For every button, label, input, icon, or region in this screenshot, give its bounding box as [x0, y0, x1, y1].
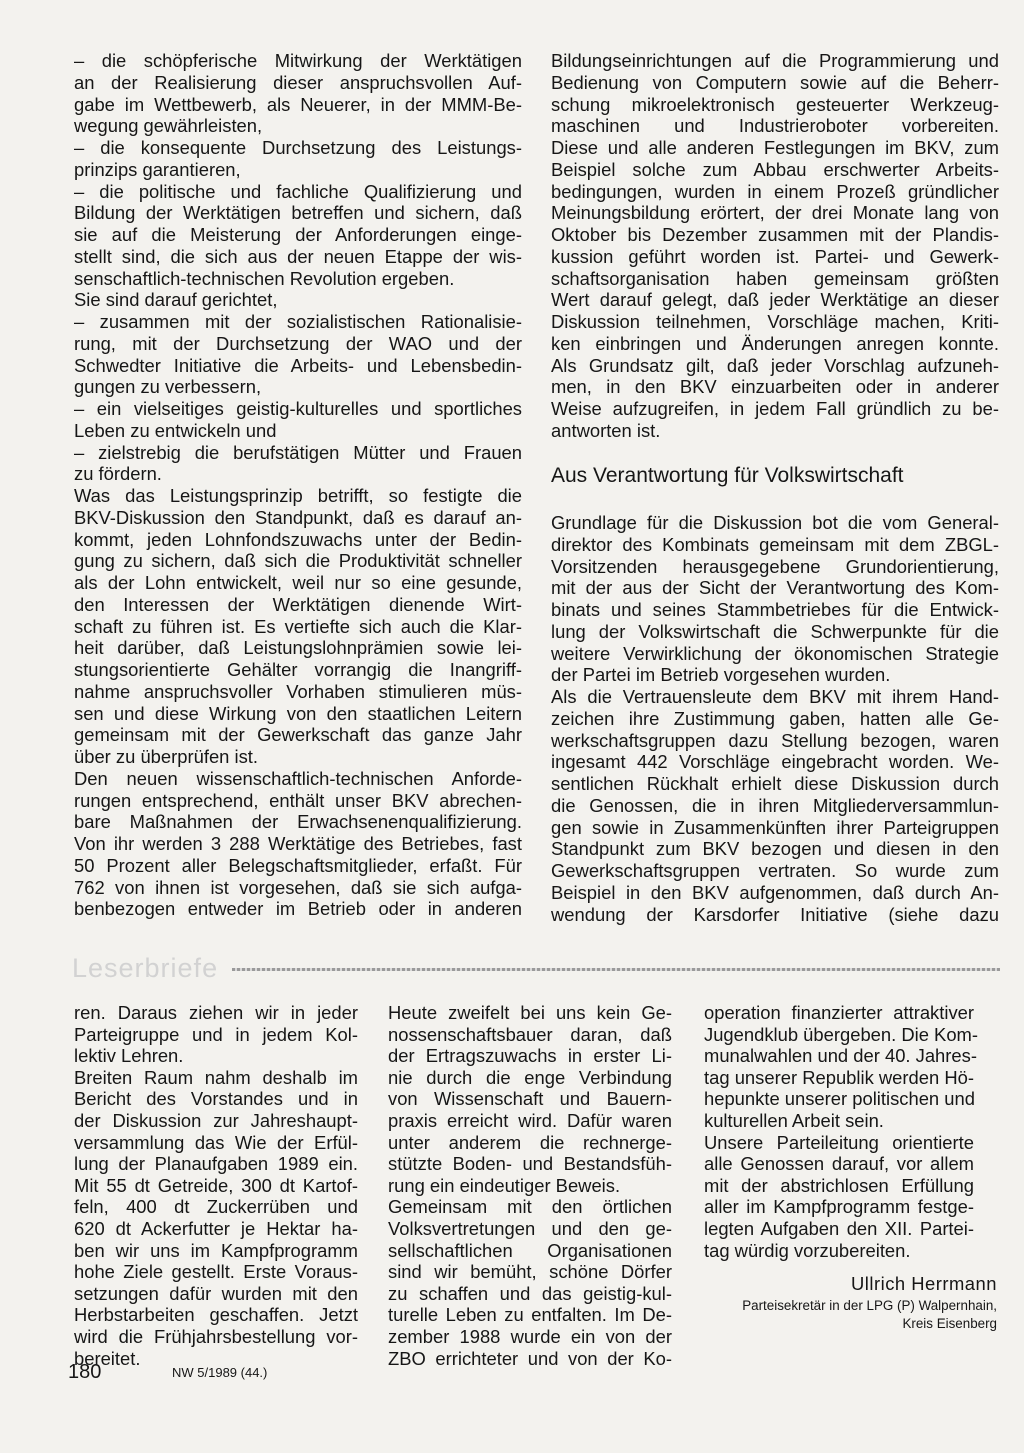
text-line: heit darüber, daß Leistungslohnprämien sowie lei-	[74, 637, 522, 659]
text-line: nie durch die enge Verbindung	[388, 1066, 672, 1088]
text-line: den Interessen der Werktätigen dienende Wirt-	[74, 593, 522, 615]
text-line: direktor des Kombinats gemeinsam mit dem ZBGL-	[551, 533, 999, 555]
text-line: Herbstarbeiten geschaffen. Jetzt	[74, 1304, 358, 1326]
text-line: der Partei im Betrieb vorgesehen wurden.	[551, 664, 891, 686]
text-line: gungen zu verbessern,	[74, 376, 262, 398]
text-line: benbezogen entweder im Betrieb oder in anderen	[74, 898, 522, 920]
text-line: rungen entsprechend, enthält unser BKV abrechen-	[74, 789, 522, 811]
text-line: – die schöpferische Mitwirkung der Werktätigen	[74, 50, 522, 71]
text-line: stellt sind, die sich aus der neuen Etappe der wis-	[74, 245, 522, 267]
text-line: – die konsequente Durchsetzung des Leistungs-	[74, 137, 522, 158]
text-line: 50 Prozent aller Belegschaftsmitglieder, erfaßt. Für	[74, 854, 522, 876]
text-line: nahme anspruchsvoller Vorhaben stimulieren müs-	[74, 680, 522, 702]
text-line: Wert darauf gelegt, daß jeder Werktätige an dieser	[551, 289, 999, 311]
text-line: stützte Boden- und Bestandsfüh-	[388, 1153, 672, 1175]
text-line: bare Maßnahmen der Erwachsenenqualifizierung.	[74, 811, 522, 833]
letter-column-1	[74, 1002, 358, 1369]
text-line: kommt, jeden Lohnfondszuwachs unter der Bedin-	[74, 528, 522, 550]
text-line: Parteigruppe und in jedem Kol-	[74, 1023, 358, 1045]
text-line: antworten ist.	[551, 419, 661, 441]
text-line: Beispiel in den BKV aufgenommen, daß durch An-	[551, 881, 999, 903]
article-column-left	[74, 50, 522, 920]
text-line: Bildung der Werktätigen betreffen und sichern, daß	[74, 202, 522, 224]
text-line: kussion geführt worden ist. Partei- und Gewerk-	[551, 245, 999, 267]
text-line: versammlung das Wie der Erfül-	[74, 1131, 358, 1153]
text-line: alle Genossen darauf, vor allem	[704, 1153, 974, 1175]
text-line: an der Realisierung dieser anspruchsvollen Auf-	[74, 71, 522, 93]
text-line: werkschaftsgruppen dazu Stellung bezogen, waren	[551, 729, 999, 751]
text-line: bedingungen, wurden in einem Prozeß gründlicher	[551, 180, 999, 202]
text-line: bereitet.	[74, 1347, 141, 1369]
text-line: Bedienung von Computern sowie auf die Beherr-	[551, 71, 999, 93]
text-line: lung der Planaufgaben 1989 ein.	[74, 1153, 358, 1175]
text-line: Heute zweifelt bei uns kein Ge-	[388, 1002, 672, 1023]
text-line: Breiten Raum nahm deshalb im	[74, 1066, 358, 1088]
text-line: schaftsorganisation haben gemeinsam größten	[551, 267, 999, 289]
text-line: tag unserer Republik werden Hö-	[704, 1066, 974, 1088]
text-line: Jugendklub übergeben. Die Kom-	[704, 1023, 978, 1045]
text-line: mit der abstrichlosen Erfüllung	[704, 1174, 974, 1196]
text-line: ingesamt 442 Vorschläge eingebracht worden. We-	[551, 751, 999, 773]
text-line: Als die Vertrauensleute dem BKV mit ihrem Hand-	[551, 686, 999, 707]
text-line: Mit 55 dt Getreide, 300 dt Kartof-	[74, 1174, 358, 1196]
text-line: als der Lohn entwickelt, weil nur so eine gesunde,	[74, 572, 522, 593]
text-line: der Ertragszuwachs in erster Li-	[388, 1045, 672, 1067]
text-line: prinzips garantieren,	[74, 158, 241, 180]
text-line: Grundlage für die Diskussion bot die vom General-	[551, 512, 999, 533]
text-line: Diskussion teilnehmen, Vorschläge machen, Kriti-	[551, 311, 999, 332]
section-heading: Aus Verantwortung für Volkswirtschaft	[551, 464, 904, 487]
signature-role	[704, 1297, 997, 1333]
text-line: Weise aufzugreifen, in jedem Fall gründlich zu be-	[551, 398, 999, 419]
letter-column-2	[388, 1002, 672, 1369]
text-line: legten Aufgaben den XII. Partei-	[704, 1217, 974, 1239]
text-line: Als Grundsatz gilt, daß jeder Vorschlag aufzuneh-	[551, 354, 999, 376]
text-line: senschaftlich-technischen Revolution ergeben.	[74, 267, 455, 289]
text-line: Den neuen wissenschaftlich-technischen Anforde-	[74, 767, 522, 789]
text-line: unter anderem die rechnerge-	[388, 1131, 672, 1153]
text-line: zember 1988 wurde ein von der	[388, 1325, 672, 1347]
text-line: rung, mit der Durchsetzung der WAO und der	[74, 332, 522, 354]
text-line: sie auf die Meisterung der Anforderungen einge-	[74, 224, 522, 245]
article-column-right-continued	[551, 512, 999, 925]
text-line: zeichen ihre Zustimmung gaben, hatten alle Ge-	[551, 707, 999, 729]
text-line: sentlichen Rückhalt erhielt diese Diskussion durch	[551, 773, 999, 794]
text-line: Gemeinsam mit den örtlichen	[388, 1196, 672, 1218]
text-line: binats und seines Stammbetriebes für die Entwick-	[551, 599, 999, 620]
text-line: Sie sind darauf gerichtet,	[74, 289, 278, 311]
signature-role-line: Parteisekretär in der LPG (P) Walpernhain,	[742, 1298, 997, 1313]
text-line: schung mikroelektronisch gesteuerter Werkzeug-	[551, 93, 999, 115]
text-line: Unsere Parteileitung orientierte	[704, 1131, 974, 1153]
issue-info: NW 5/1989 (44.)	[172, 1365, 268, 1380]
article-column-right	[551, 50, 999, 442]
text-line: BKV-Diskussion den Standpunkt, daß es darauf an-	[74, 506, 522, 528]
text-line: stungsorientierte Gehälter vorrangig die Inangriff-	[74, 659, 522, 680]
leserbriefe-label: Leserbriefe	[72, 953, 219, 983]
text-line: men, in den BKV einzuarbeiten oder in anderer	[551, 376, 999, 398]
text-line: ben wir uns im Kampfprogramm	[74, 1239, 358, 1261]
text-line: mit der aus der Sicht der Verantwortung des Kom-	[551, 577, 999, 599]
text-line: Volksvertretungen und den ge-	[388, 1217, 672, 1239]
page-number: 180	[68, 1361, 102, 1383]
signature-name: Ullrich Herrmann	[851, 1273, 997, 1294]
text-line: Diese und alle anderen Festlegungen im BKV, zum	[551, 137, 999, 158]
text-line: ken einbringen und Änderungen anregen konnte.	[551, 332, 999, 354]
text-line: wendung der Karsdorfer Initiative (siehe dazu	[551, 903, 999, 925]
text-line: sen und diese Wirkung von den staatlichen Leitern	[74, 702, 522, 724]
text-line: – zielstrebig die berufstätigen Mütter und Frauen	[74, 441, 522, 463]
text-line: Was das Leistungsprinzip betrifft, so festigte die	[74, 485, 522, 506]
text-line: rung ein eindeutiger Beweis.	[388, 1174, 621, 1196]
text-line: munalwahlen und der 40. Jahres-	[704, 1045, 977, 1067]
text-line: weitere Verwirklichung der ökonomischen Strategie	[551, 642, 999, 664]
text-line: ZBO errichteter und von der Ko-	[388, 1347, 672, 1369]
text-line: – zusammen mit der sozialistischen Rationalisie-	[74, 311, 522, 332]
text-line: – ein vielseitiges geistig-kulturelles und sportliches	[74, 398, 522, 419]
text-line: praxis erreicht wird. Dafür waren	[388, 1109, 672, 1131]
section-divider-rule	[232, 968, 1000, 971]
text-line: – die politische und fachliche Qualifizierung und	[74, 180, 522, 202]
text-line: Bildungseinrichtungen auf die Programmierung und	[551, 50, 999, 71]
text-line: tag würdig vorzubereiten.	[704, 1239, 911, 1261]
text-line: über zu überprüfen ist.	[74, 746, 259, 767]
text-line: Schwedter Initiative die Arbeits- und Lebensbedin-	[74, 354, 522, 376]
text-line: gemeinsam mit der Gewerkschaft das ganze Jahr	[74, 724, 522, 746]
text-line: operation finanzierter attraktiver	[704, 1002, 974, 1023]
text-line: Leben zu entwickeln und	[74, 419, 277, 441]
text-line: setzungen dafür wurden mit den	[74, 1282, 358, 1304]
text-line: Vorsitzenden herausgegebene Grundorientierung,	[551, 555, 999, 577]
text-line: Standpunkt zum BKV bezogen und diesen in den	[551, 838, 999, 860]
text-line: schaft zu führen ist. Es vertiefte sich auch die Klar-	[74, 615, 522, 637]
text-line: wird die Frühjahrsbestellung vor-	[74, 1325, 358, 1347]
text-line: hohe Ziele gestellt. Erste Voraus-	[74, 1261, 358, 1283]
text-line: Bericht des Vorstandes und in	[74, 1088, 358, 1110]
text-line: Beispiel solche zum Abbau erschwerter Arbeits-	[551, 158, 999, 180]
text-line: 762 von ihnen ist vorgesehen, daß sie sich aufga-	[74, 876, 522, 898]
text-line: der Diskussion zur Jahreshaupt-	[74, 1109, 358, 1131]
text-line: 620 dt Ackerfutter je Hektar ha-	[74, 1217, 358, 1239]
text-line: aller im Kampfprogramm festge-	[704, 1196, 974, 1218]
text-line: turelle Leben zu entfalten. Im De-	[388, 1304, 672, 1326]
text-line: kulturellen Arbeit sein.	[704, 1109, 884, 1131]
text-line: von Wissenschaft und Bauern-	[388, 1088, 672, 1110]
text-line: Gewerkschaftsgruppen vertraten. So wurde zum	[551, 860, 999, 881]
text-line: gung zu sichern, daß sich die Produktivität schneller	[74, 550, 522, 572]
text-line: sind wir bemüht, schöne Dörfer	[388, 1261, 672, 1283]
text-line: zu schaffen und das geistig-kul-	[388, 1282, 672, 1304]
text-line: feln, 400 dt Zuckerrüben und	[74, 1196, 358, 1218]
text-line: gen sowie in Zusammenkünften ihrer Parteigruppen	[551, 816, 999, 838]
text-line: nossenschaftsbauer daran, daß	[388, 1023, 672, 1045]
text-line: sellschaftlichen Organisationen	[388, 1239, 672, 1261]
text-line: die Genossen, die in ihren Mitgliederversammlun-	[551, 794, 999, 816]
text-line: maschinen und Industrieroboter vorbereiten.	[551, 115, 999, 137]
letter-column-3	[704, 1002, 978, 1261]
text-line: lung der Volkswirtschaft die Schwerpunkte für die	[551, 620, 999, 642]
text-line: Von ihr werden 3 288 Werktätige des Betriebes, fast	[74, 833, 522, 854]
text-line: ren. Daraus ziehen wir in jeder	[74, 1002, 358, 1023]
text-line: gabe im Wettbewerb, als Neuerer, in der MMM-Be-	[74, 93, 522, 115]
text-line: lektiv Lehren.	[74, 1045, 184, 1067]
signature-role-line: Kreis Eisenberg	[902, 1316, 997, 1331]
text-line: hepunkte unserer politischen und	[704, 1088, 975, 1110]
text-line: wegung gewährleisten,	[74, 115, 263, 137]
text-line: Oktober bis Dezember zusammen mit der Plandis-	[551, 224, 999, 245]
text-line: Meinungsbildung erörtert, der drei Monate lang von	[551, 202, 999, 224]
text-line: zu fördern.	[74, 463, 162, 485]
